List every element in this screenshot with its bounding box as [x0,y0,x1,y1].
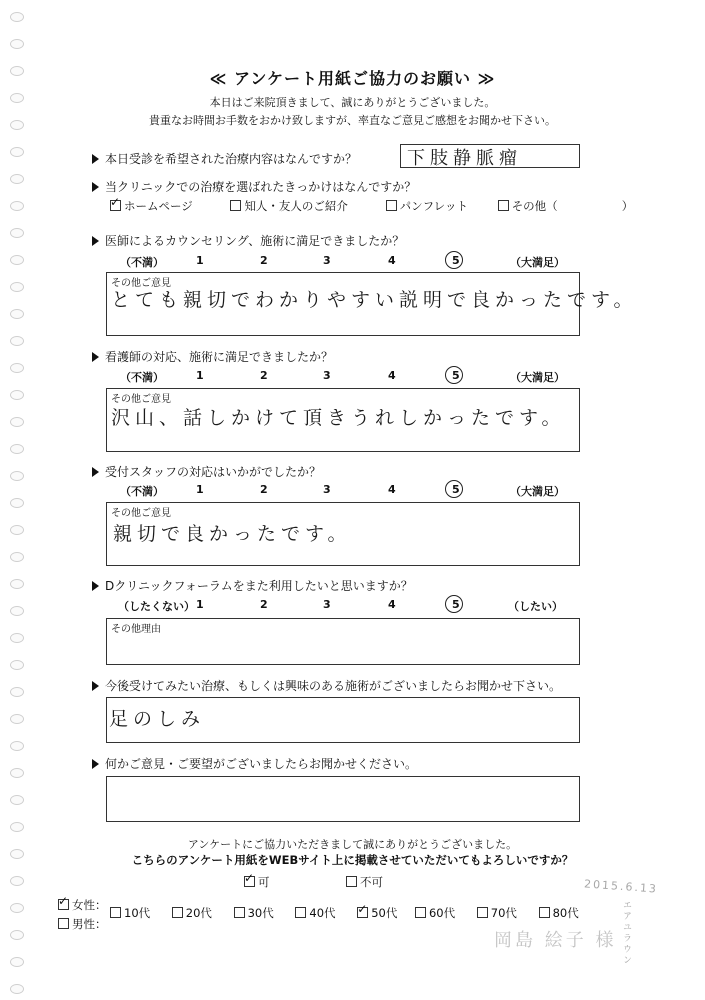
q5-scale [0,483,705,499]
q7-text: 今後受けてみたい治療、もしくは興味のある施術がございましたらお聞かせ下さい。 [105,679,562,693]
triangle-bullet-icon [92,154,99,164]
age-label: 60代 [428,906,456,920]
option-label: ） [621,199,634,213]
female-label: 女性： [72,898,107,912]
age-30[interactable] [234,906,274,920]
triangle-bullet-icon [92,581,99,591]
q4-question [92,348,333,365]
scale-1[interactable]: 1 [196,483,204,496]
checkbox-icon[interactable] [386,200,397,211]
q4-scale [0,369,705,385]
binder-hole-icon [10,741,24,751]
option-label: ホームページ [124,199,193,213]
triangle-bullet-icon [92,352,99,362]
triangle-bullet-icon [92,681,99,691]
q2-question [92,178,416,195]
male-label: 男性： [72,917,107,931]
binder-hole-icon [10,174,24,184]
scale-low-label: （不満） [120,485,164,498]
binder-hole-icon [10,579,24,589]
checkbox-icon[interactable] [234,907,245,918]
binder-hole-icon [10,930,24,940]
intro-line-2: 貴重なお時間お手数をおかけ致しますが、率直なご意見ご感想をお聞かせ下さい。 [149,114,556,127]
binder-hole-icon [10,39,24,49]
scale-high-label: （大満足） [510,256,565,269]
survey-title: ≪ アンケート用紙ご協力のお願い ≫ [209,69,496,88]
q3-text: 医師によるカウンセリング、施術に満足できましたか？ [105,234,405,248]
binder-hole-icon [10,768,24,778]
scale-2[interactable]: 2 [260,254,268,267]
scale-1[interactable]: 1 [196,598,204,611]
q3-question [92,232,404,249]
yes-label: 可 [258,875,270,889]
checkbox-icon[interactable] [415,907,426,918]
q3-comment: とても親切でわかりやすい説明で良かったです。 [111,289,638,311]
option-label: 知人・友人のご紹介 [244,199,348,213]
age-label: 40代 [309,906,336,920]
q5-text: 受付スタッフの対応はいかがでしたか？ [105,465,322,479]
stamp-name: 岡島 絵子 様 [494,930,617,951]
box-label: その他ご意見 [111,278,171,289]
scale-low-label: （不満） [120,256,164,269]
binder-hole-icon [10,417,24,427]
q7-comment: 足のしみ [109,708,206,730]
box-label: その他ご意見 [111,394,171,405]
stamp-line-2: エアユラウン [621,900,631,966]
scale-2[interactable]: 2 [260,483,268,496]
age-options [110,905,579,921]
binder-hole-icon [10,714,24,724]
q6-question [92,577,413,594]
q8-comment-box[interactable] [106,776,580,822]
scale-5[interactable]: 5 [452,369,460,382]
scale-5[interactable]: 5 [452,483,460,496]
binder-hole-icon [10,12,24,22]
q7-comment-box[interactable] [106,697,580,743]
binder-hole-icon [10,633,24,643]
box-label: その他理由 [111,624,161,635]
stamp-date: 2015.6.13 [583,877,659,896]
triangle-bullet-icon [92,236,99,246]
checkbox-icon[interactable] [58,918,69,929]
scale-4[interactable]: 4 [388,598,396,611]
age-80[interactable] [539,906,579,920]
age-label: 20代 [185,906,212,920]
q4-comment-box[interactable] [106,388,580,452]
age-40[interactable] [295,906,335,920]
selected-circle-icon [445,366,463,384]
age-label: 50代 [371,906,398,920]
scale-5[interactable]: 5 [452,254,460,267]
checkbox-icon[interactable] [295,907,306,918]
box-label: その他ご意見 [111,508,171,519]
q5-comment-box[interactable] [106,502,580,566]
scale-1[interactable]: 1 [196,254,204,267]
age-10[interactable] [110,906,150,920]
binder-hole-icon [10,525,24,535]
scale-3[interactable]: 3 [323,369,331,382]
scale-low-label: （したくない） [118,600,195,613]
gender-female[interactable] [58,897,107,913]
triangle-bullet-icon [92,759,99,769]
q1-answer: 下肢静脈瘤 [407,148,522,169]
q2-text: 当クリニックでの治療を選ばれたきっかけはなんですか？ [105,180,417,194]
binder-hole-icon [10,687,24,697]
binder-hole-icon [10,147,24,157]
q8-question [92,755,417,772]
q2-option-other[interactable] [498,199,634,213]
age-60[interactable] [415,906,455,920]
binder-hole-icon [10,903,24,913]
q2-option-pamphlet[interactable] [386,199,468,213]
age-label: 80代 [552,906,579,920]
scale-4[interactable]: 4 [388,483,396,496]
binder-hole-icon [10,984,24,994]
q1-answer-box[interactable] [400,144,580,168]
binder-hole-icon [10,795,24,805]
q1-question [92,150,357,167]
checkbox-checked-icon[interactable] [357,907,368,918]
binder-hole-icon [10,876,24,886]
scale-3[interactable]: 3 [323,598,331,611]
q1-text: 本日受診を希望された治療内容はなんですか？ [105,152,358,166]
binder-hole-icon [10,957,24,967]
checkbox-icon[interactable] [477,907,488,918]
binder-hole-icon [10,822,24,832]
binder-hole-icon [10,471,24,481]
publish-no[interactable] [346,874,383,890]
checkbox-checked-icon[interactable] [110,200,121,211]
age-label: 30代 [247,906,274,920]
gender-male[interactable] [58,916,107,932]
q2-option-homepage[interactable] [110,199,193,213]
footer-thanks: アンケートにご協力いただきまして誠にありがとうございました。 [187,838,518,851]
scale-high-label: （大満足） [510,485,565,498]
scale-3[interactable]: 3 [323,483,331,496]
triangle-bullet-icon [92,467,99,477]
checkbox-icon[interactable] [539,907,550,918]
binder-hole-icon [10,228,24,238]
q4-text: 看護師の対応、施術に満足できましたか？ [105,350,334,364]
scale-2[interactable]: 2 [260,369,268,382]
binder-hole-icon [10,309,24,319]
checkbox-checked-icon[interactable] [244,876,255,887]
q2-options [110,198,633,214]
binder-hole-icon [10,444,24,454]
checkbox-icon[interactable] [498,200,509,211]
selected-circle-icon [445,251,463,269]
age-70[interactable] [477,906,517,920]
checkbox-icon[interactable] [172,907,183,918]
q4-comment: 沢山、話しかけて頂きうれしかったです。 [111,407,566,429]
checkbox-icon[interactable] [230,200,241,211]
no-label: 不可 [360,875,383,889]
scale-2[interactable]: 2 [260,598,268,611]
scale-low-label: （不満） [120,371,164,384]
q3-comment-box[interactable] [106,272,638,336]
q7-question [92,677,561,694]
q3-scale [0,254,705,270]
q6-text: Dクリニックフォーラムをまた利用したいと思いますか？ [105,579,413,593]
checkbox-icon[interactable] [346,876,357,887]
q6-comment-box[interactable] [106,618,580,665]
age-20[interactable] [172,906,212,920]
scale-4[interactable]: 4 [388,254,396,267]
age-label: 70代 [490,906,517,920]
binder-hole-icon [10,660,24,670]
publish-yes[interactable] [244,874,270,890]
footer-question: こちらのアンケート用紙をWEBサイト上に掲載させていただいてもよろしいですか？ [131,853,574,867]
selected-circle-icon [445,480,463,498]
q2-option-referral[interactable] [230,199,348,213]
triangle-bullet-icon [92,182,99,192]
age-label: 10代 [124,906,151,920]
scale-1[interactable]: 1 [196,369,204,382]
selected-circle-icon [445,595,463,613]
scale-3[interactable]: 3 [323,254,331,267]
q5-comment: 親切で良かったです。 [113,523,352,545]
binder-hole-icon [10,390,24,400]
q6-scale [0,598,705,614]
binder-hole-icon [10,336,24,346]
checkbox-icon[interactable] [110,907,121,918]
binder-hole-icon [10,282,24,292]
checkbox-checked-icon[interactable] [58,899,69,910]
intro-line-1: 本日はご来院頂きまして、誠にありがとうございました。 [209,96,496,109]
q5-question [92,463,321,480]
option-label: その他（ [511,199,558,213]
option-label: パンフレット [399,199,469,213]
q8-text: 何かご意見・ご要望がございましたらお聞かせください。 [105,757,418,771]
scale-5[interactable]: 5 [452,598,460,611]
scale-4[interactable]: 4 [388,369,396,382]
binder-hole-icon [10,498,24,508]
age-50[interactable] [357,906,397,920]
binder-hole-icon [10,201,24,211]
binder-hole-icon [10,552,24,562]
scale-high-label: （大満足） [510,371,565,384]
scale-high-label: （したい） [508,600,563,613]
